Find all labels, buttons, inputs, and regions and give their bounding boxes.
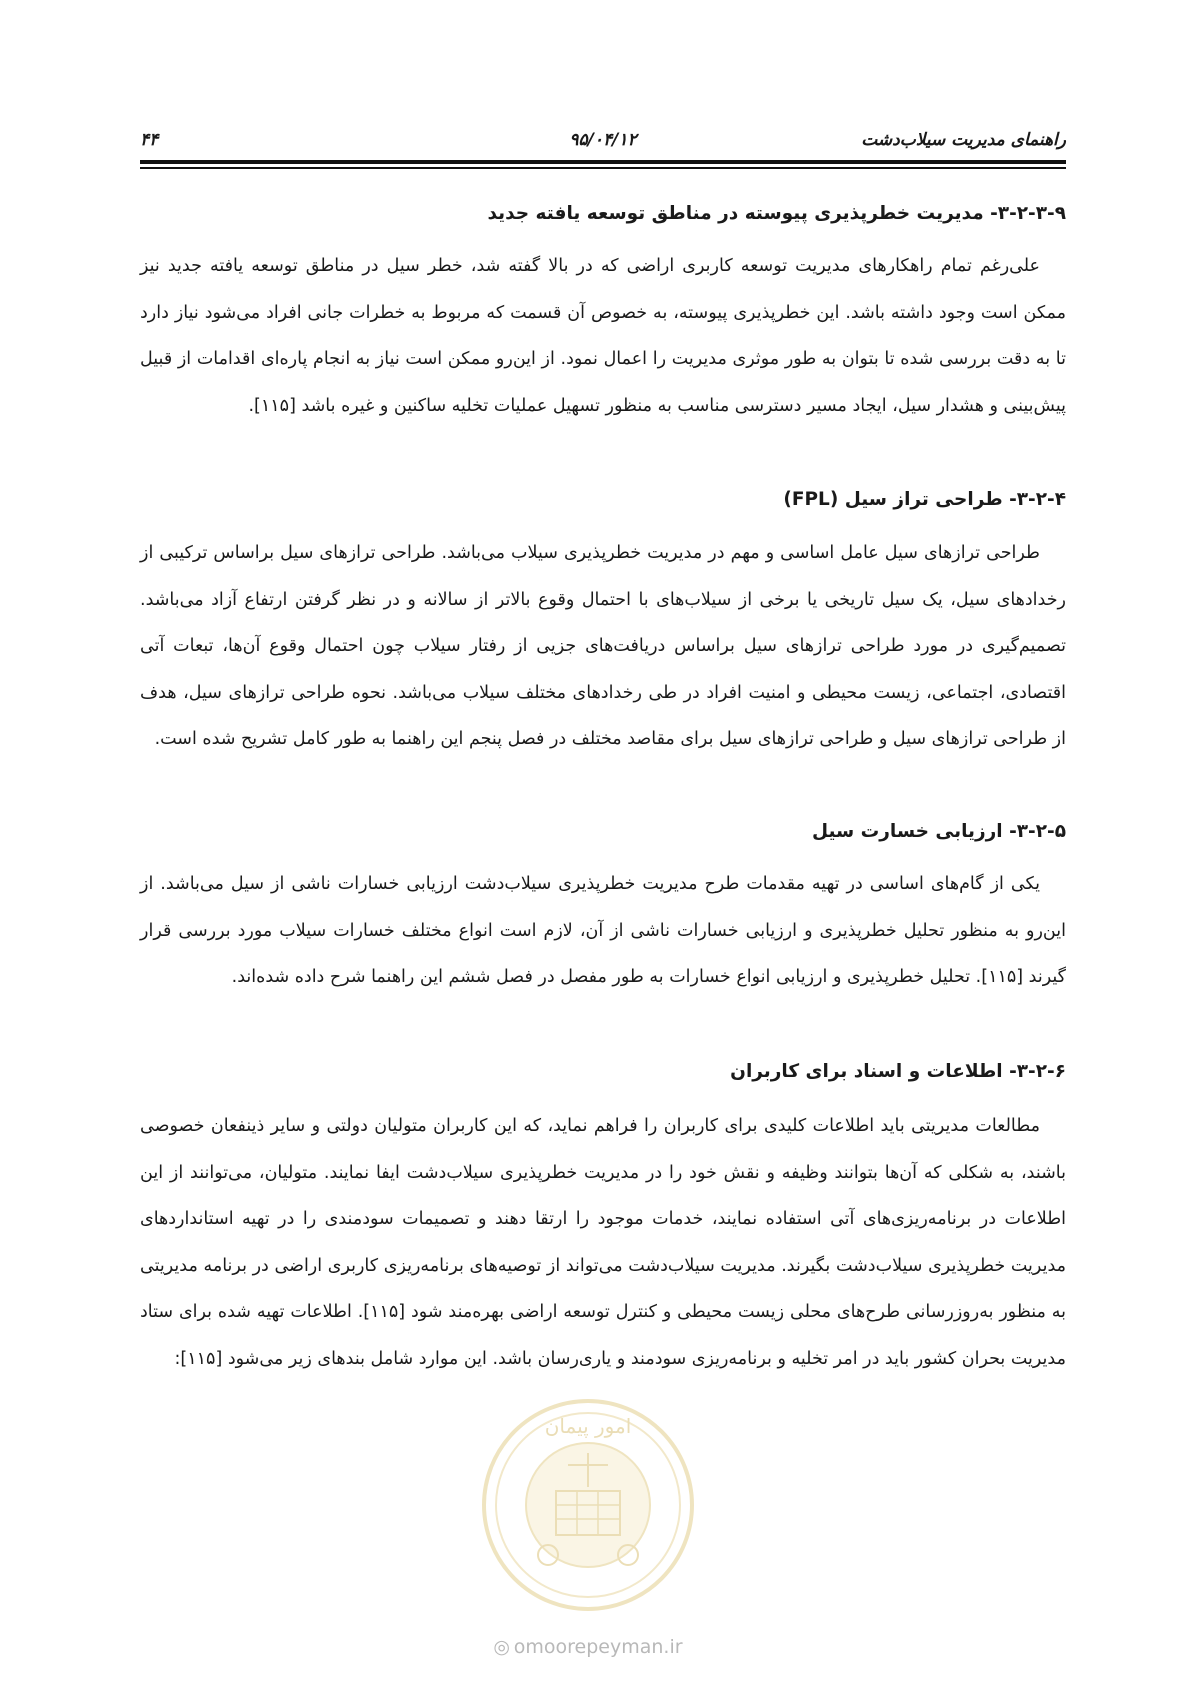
header-rule-thick: [140, 160, 1066, 164]
section-paragraph: علی‌رغم تمام راهکارهای مدیریت توسعه کاربری اراضی که در بالا گفته شد، خطر سیل در مناطق توسعه یافته جدید نیز ممکن است وجود داشته باشد. این خطرپذیری پیوسته، به خصوص آن قسمت که مربوط به خطرات جانی افراد می‌شود نیاز دارد تا به دقت بررسی شده تا بتوان به طور موثری مدیریت را اعمال نمود. از این‌رو ممکن است نیاز به انجام پاره‌ای اقدامات از قبیل پیش‌بینی و هشدار سیل، ایجاد مسیر دسترسی مناسب به منظور تسهیل عملیات تخلیه ساکنین و غیره باشد [۱۱۵].: [140, 256, 1066, 416]
watermark-seal-text: امور پیمان: [544, 1414, 632, 1438]
header-rule-thin: [140, 167, 1066, 169]
watermark-seal-icon: [478, 1395, 698, 1615]
page-header: [140, 128, 1066, 152]
section-heading-3-2-5: ۳-۲-۵- ارزیابی خسارت سیل: [811, 821, 1066, 842]
section-paragraph: یکی از گام‌های اساسی در تهیه مقدمات طرح مدیریت خطرپذیری سیلاب‌دشت ارزیابی خسارات ناشی از سیل می‌باشد. از این‌رو به منظور تحلیل خطرپذیری و ارزیابی خسارات ناشی از آن، لازم است انواع مختلف خسارات سیلاب مورد بررسی قرار گیرند [۱۱۵]. تحلیل خطرپذیری و ارزیابی انواع خسارات به طور مفصل در فصل ششم این راهنما شرح داده شده‌اند.: [140, 874, 1066, 987]
page-number: ۴۴: [140, 130, 159, 150]
watermark-url: ◎ omoorepeyman.ir: [493, 1636, 683, 1658]
section-paragraph: مطالعات مدیریتی باید اطلاعات کلیدی برای کاربران را فراهم نماید، که این کاربران متولیان دولتی و سایر ذینفعان خصوصی باشند، به شکلی که آن‌ها بتوانند وظیفه و نقش خود را در مدیریت خطرپذیری سیلاب‌دشت ایفا نمایند. متولیان، می‌توانند از این اطلاعات در برنامه‌ریزی‌های آتی استفاده نمایند، خدمات موجود را ارتقا دهند و تصمیمات سودمندی را در تهیه استانداردهای مدیریت خطرپذیری سیلاب‌دشت بگیرند. مدیریت سیلاب‌دشت می‌تواند از توصیه‌های برنامه‌ریزی کاربری اراضی در برنامه مدیریتی به منظور به‌روزرسانی طرح‌های محلی زیست محیطی و کنترل توسعه اراضی بهره‌مند شود [۱۱۵]. اطلاعات تهیه شده برای ستاد مدیریت بحران کشور باید در امر تخلیه و برنامه‌ریزی سودمند و یاری‌رسان باشد. این موارد شامل بندهای زیر می‌شود [۱۱۵]:: [140, 1116, 1066, 1369]
section-heading-3-2-3-9: ۳-۲-۳-۹- مدیریت خطرپذیری پیوسته در مناطق توسعه یافته جدید: [487, 203, 1066, 224]
header-date: ۹۵/۰۴/۱۲: [569, 130, 637, 150]
section-heading-3-2-4: ۳-۲-۴- طراحی تراز سیل (FPL): [783, 489, 1066, 510]
running-title: راهنمای مدیریت سیلاب‌دشت: [861, 130, 1066, 150]
section-heading-3-2-6: ۳-۲-۶- اطلاعات و اسناد برای کاربران: [730, 1061, 1066, 1082]
section-paragraph: طراحی ترازهای سیل عامل اساسی و مهم در مدیریت خطرپذیری سیلاب می‌باشد. طراحی ترازهای سیل براساس ترکیبی از رخدادهای سیل، یک سیل تاریخی یا برخی از سیلاب‌های با احتمال وقوع بالاتر از سالانه و در نظر گرفتن ارتفاع آزاد می‌باشد. تصمیم‌گیری در مورد طراحی ترازهای سیل براساس دریافت‌های جزیی از رفتار سیلاب چون احتمال وقوع آن‌ها، تبعات آتی اقتصادی، اجتماعی، زیست محیطی و امنیت افراد در طی رخدادهای مختلف سیلاب می‌باشد. نحوه طراحی ترازهای سیل، هدف از طراحی ترازهای سیل و طراحی ترازهای سیل برای مقاصد مختلف در فصل پنجم این راهنما به طور کامل تشریح شده است.: [140, 543, 1066, 749]
